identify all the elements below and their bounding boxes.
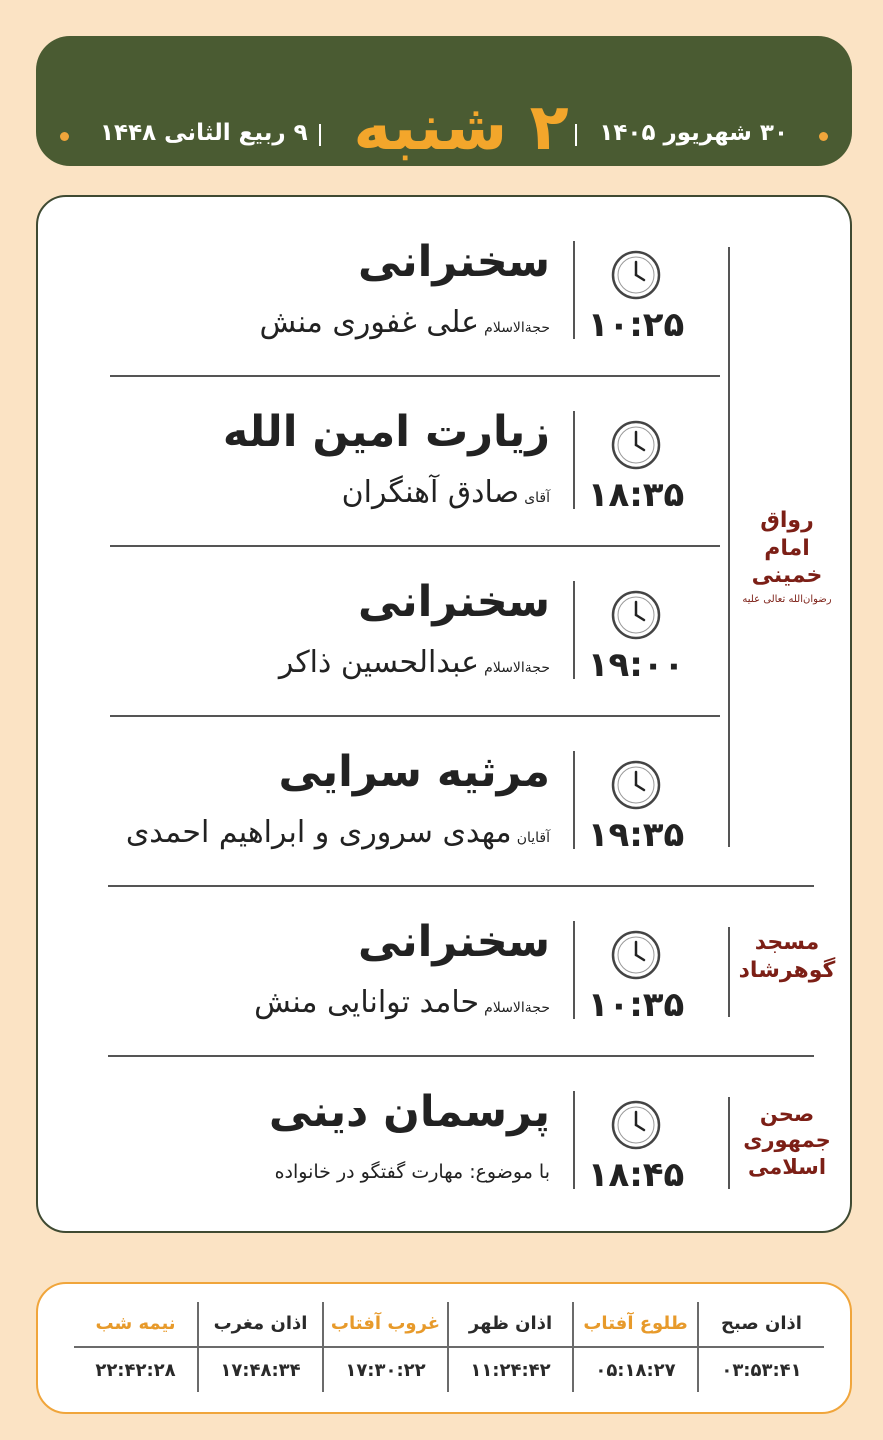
- prayer-time: ۱۷:۳۰:۲۲: [324, 1346, 447, 1392]
- event-time: ۱۹:۰۰: [587, 645, 685, 685]
- event-speaker: [279, 645, 550, 680]
- speaker-prefix: آقای: [524, 490, 550, 506]
- location-line: صحن: [759, 1102, 815, 1126]
- speaker-prefix: آقایان: [516, 830, 550, 846]
- location-line: اسلامی: [747, 1154, 827, 1179]
- event-title: مرثیه سرایی: [278, 747, 550, 797]
- event-speaker: [342, 475, 550, 510]
- prayer-col-midnight: [74, 1302, 199, 1392]
- prayer-name: اذان مغرب: [213, 1313, 308, 1334]
- event-time: ۱۹:۳۵: [587, 815, 685, 855]
- event-separator: [573, 751, 575, 849]
- prayer-col-maghrib: [199, 1302, 324, 1392]
- event-title: زیارت امین الله: [222, 407, 550, 457]
- header-dot-left: [60, 132, 69, 141]
- event-separator: [573, 581, 575, 679]
- location-ravagh-imam-khomeini: [728, 507, 846, 606]
- clock-icon: [610, 759, 662, 811]
- program-card: [36, 195, 852, 1233]
- prayer-col-sunrise: [574, 1302, 699, 1392]
- clock-icon: [610, 249, 662, 301]
- clock-icon: [610, 589, 662, 641]
- prayer-time: ۲۲:۴۲:۲۸: [74, 1346, 197, 1392]
- prayer-name: نیمه شب: [95, 1313, 176, 1334]
- location-line: گوهرشاد: [738, 957, 836, 983]
- event-row: [125, 747, 728, 861]
- event-separator: [573, 241, 575, 339]
- prayer-name: اذان ظهر: [468, 1313, 553, 1334]
- prayer-times-table: [74, 1302, 824, 1392]
- speaker-prefix: حجة‌الاسلام: [484, 660, 550, 676]
- event-row: [168, 577, 728, 691]
- event-title: سخنرانی: [358, 237, 550, 287]
- speaker-name: مهدی سروری و ابراهیم احمدی: [125, 815, 512, 850]
- event-time: ۱۸:۴۵: [587, 1155, 685, 1195]
- event-row: [168, 237, 728, 351]
- location-masjed-goharshad: [728, 929, 846, 984]
- clock-icon: [610, 1099, 662, 1151]
- event-speaker: [254, 985, 550, 1020]
- row-divider: [110, 545, 720, 547]
- prayer-name: طلوع آفتاب: [583, 1313, 688, 1334]
- prayer-col-dhuhr: [449, 1302, 574, 1392]
- event-speaker: [259, 305, 550, 340]
- speaker-name: عبدالحسین ذاکر: [278, 645, 480, 680]
- prayer-time: ۱۱:۲۴:۴۲: [449, 1346, 572, 1392]
- event-title: پرسمان دینی: [268, 1087, 550, 1137]
- day-title: ۲ شنبه: [353, 91, 569, 165]
- prayer-name: غروب آفتاب: [330, 1313, 441, 1334]
- event-speaker: [126, 815, 550, 850]
- event-time: ۱۰:۲۵: [587, 305, 685, 345]
- location-divider: [728, 1097, 730, 1189]
- speaker-name: علی غفوری منش: [259, 305, 480, 340]
- speaker-prefix: حجة‌الاسلام: [484, 1000, 550, 1016]
- location-divider: [728, 247, 730, 847]
- event-title: سخنرانی: [358, 917, 550, 967]
- prayer-col-fajr: [699, 1302, 824, 1392]
- event-title: سخنرانی: [358, 577, 550, 627]
- location-divider: [728, 927, 730, 1017]
- row-divider: [110, 375, 720, 377]
- prayer-times: [36, 1282, 852, 1414]
- event-row: [168, 917, 728, 1031]
- prayer-col-sunset: [324, 1302, 449, 1392]
- day-header: [36, 36, 852, 166]
- event-time: ۱۸:۳۵: [587, 475, 685, 515]
- event-separator: [573, 921, 575, 1019]
- location-line: جمهوری: [743, 1128, 831, 1153]
- clock-icon: [610, 419, 662, 471]
- event-row: [168, 1087, 728, 1201]
- prayer-time: ۰۵:۱۸:۲۷: [574, 1346, 697, 1392]
- event-topic: با موضوع: مهارت گفتگو در خانواده: [274, 1161, 550, 1183]
- header-dot-right: [819, 132, 828, 141]
- row-divider: [110, 715, 720, 717]
- row-divider: [108, 885, 814, 887]
- location-sahn-jomhouri: [728, 1101, 846, 1180]
- event-separator: [573, 1091, 575, 1189]
- hijri-date: ۹ ربیع الثانی ۱۴۴۸: [100, 120, 308, 146]
- shamsi-date: ۳۰ شهریور ۱۴۰۵: [599, 120, 788, 146]
- event-time: ۱۰:۳۵: [587, 985, 685, 1025]
- clock-icon: [610, 929, 662, 981]
- speaker-name: صادق آهنگران: [341, 475, 520, 510]
- prayer-time: ۱۷:۴۸:۳۴: [199, 1346, 322, 1392]
- event-separator: [573, 411, 575, 509]
- prayer-time: ۰۳:۵۳:۴۱: [699, 1346, 824, 1392]
- speaker-prefix: حجة‌الاسلام: [484, 320, 550, 336]
- location-blessing: رضوان‌الله تعالی علیه: [742, 593, 832, 605]
- speaker-name: حامد توانایی منش: [254, 985, 480, 1020]
- prayer-name: اذان صبح: [721, 1313, 802, 1334]
- header-separator: [319, 124, 321, 146]
- location-line: مسجد: [754, 930, 820, 955]
- location-line: رواق: [760, 508, 814, 533]
- row-divider: [108, 1055, 814, 1057]
- location-line: امام خمینی: [751, 535, 823, 588]
- event-row: [168, 407, 728, 521]
